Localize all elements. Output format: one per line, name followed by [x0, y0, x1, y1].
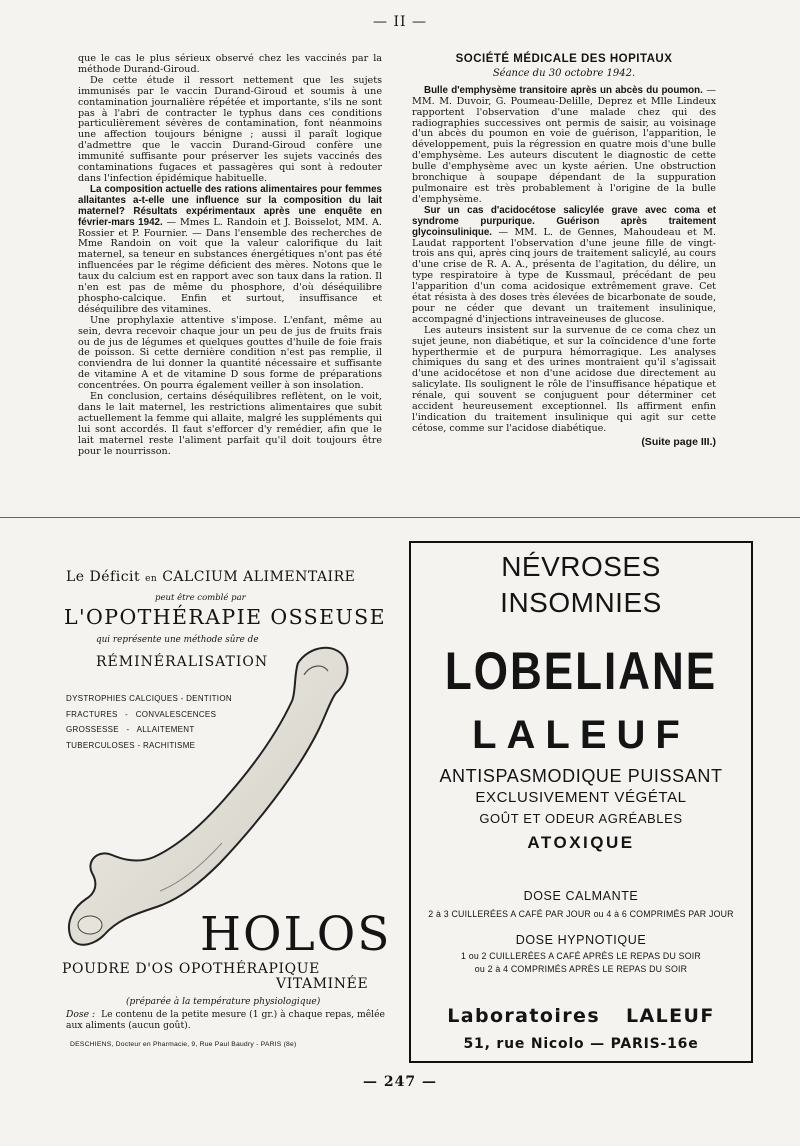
session-date: Séance du 30 octobre 1942. — [492, 67, 636, 79]
list-item: TUBERCULOSES - RACHITISME — [66, 740, 196, 750]
paragraph: que le cas le plus sérieux observé chez les vaccinés par la méthode Durand-Giroud. — [78, 53, 382, 75]
brand-holos: HOLOS — [200, 907, 392, 962]
paragraph-emphyseme — [412, 86, 716, 206]
headline-calcium: Le Déficit en CALCIUM ALIMENTAIRE — [66, 569, 356, 585]
right-article-column — [412, 54, 716, 448]
headline: INSOMNIES — [500, 587, 662, 618]
paragraph: En conclusion, certains déséquilibres reflètent, on le voit, dans le lait maternel, les restrictions alimentaires que subit actuellement la femme qui allaite, malgré les suppléments qui lui sont accordés. Il faut s'efforcer d'y remédier, afin que le lait maternel reste l'aliment parfait qu'il doit toujours être pour le nourrisson. — [78, 391, 382, 457]
article-authors: — Mmes L. Randoin et J. Boisselot, MM. A. Rossier et P. Fournier. — — [78, 216, 382, 239]
divider — [0, 517, 800, 518]
headline: NÉVROSES — [501, 551, 661, 582]
dose-text: 1 ou 2 CUILLERÉES A CAFÉ APRÈS LE REPAS DU SOIR — [460, 951, 701, 961]
claim: ATOXIQUE — [527, 833, 635, 852]
preparation-note: (préparée à la température physiologique) — [126, 997, 321, 1007]
claim: EXCLUSIVEMENT VÉGÉTAL — [475, 789, 687, 806]
page-header-roman: — II — — [373, 14, 427, 30]
laboratory-address: DESCHIENS, Docteur en Pharmacie, 9, Rue Paul Baudry - PARIS (8e) — [70, 1041, 297, 1048]
list-item: DYSTROPHIES CALCIQUES - DENTITION — [66, 694, 232, 703]
brand-laleuf: LALEUF — [472, 713, 690, 757]
article-body: Dans l'ensemble des recherches de Mme Randoin on voit que la valeur calorifique du lait maternel, sa teneur en substances énergétiques n'ont pas été influencées par le régime déficient des mères. Notons que le taux du calcium est en rapport avec son taux dans la ration. Il n'en est pas de même du phosphore, d'où déséquilibre phospho-calcique. Enfin et surtout, insuffisance et déséquilibre des vitamines. — [78, 227, 383, 315]
subline: peut être comblé par — [155, 593, 246, 603]
dose-text: ou 2 à 4 COMPRIMÉS APRÈS LE REPAS DU SOIR — [474, 964, 688, 974]
indications-list — [66, 691, 232, 753]
headline-remineralisation: RÉMINÉRALISATION — [96, 654, 269, 670]
headline-opotherapie: L'OPOTHÉRAPIE OSSEUSE — [64, 605, 386, 629]
holos-advertisement — [60, 555, 390, 1075]
paragraph-acidocetose — [412, 206, 716, 326]
claim: ANTISPASMODIQUE PUISSANT — [439, 766, 723, 786]
dose-title: DOSE HYPNOTIQUE — [515, 933, 647, 947]
laboratory-address: 51, rue Nicolo — PARIS-16e — [463, 1036, 699, 1052]
paragraph: De cette étude il ressort nettement que les sujets immunisés par le vaccin Durand-Giroud et soumis à une contamination journalière répétée et importante, s'ils ne sont pas à l'abri de contracter le typhus dans ces conditions particulièrement sévères de contamination, font néanmoins une affection toujours bénigne ; aussi il paraît logique d'admettre que le vaccin Durand-Giroud confère une immunité suffisante pour préserver les sujets vaccinés des contaminations fugaces et passagères qui sont à redouter dans l'infection épidémique habituelle. — [78, 74, 382, 184]
dose-text: 2 à 3 CUILLERÉES A CAFÉ PAR JOUR ou 4 à 6 COMPRIMÉS PAR JOUR — [428, 909, 734, 919]
list-item: FRACTURES - CONVALESCENCES — [66, 709, 217, 719]
left-article-column — [78, 54, 382, 458]
paragraph: Les auteurs insistent sur la survenue de ce coma chez un sujet jeune, non diabétique, et sur la coïncidence d'une forte hyperthermie et de purpura hémorragique. Les analyses chimiques du sang et des urines montraient qu'il s'agissait d'une acidocétose et non d'une acidose due directement au salicylate. Ils soulignent le rôle de l'insuffisance hépatique et rénale, qui souvent se conjuguent pour déterminer cet accident heureusement exceptionnel. Ils affirment enfin l'indication du traitement insulinique qui agit sur cette cétose, comme sur l'acidose diabétique. — [412, 324, 716, 434]
page-number: — 247 — — [363, 1074, 437, 1090]
product-line: POUDRE D'OS OPOTHÉRAPIQUE — [62, 961, 320, 977]
article-title: Sur un cas d'acidocétose salicylée grave avec coma et syndrome purpurique. Guérison après traitement glycoinsulinique. — [412, 204, 716, 238]
product-line: VITAMINÉE — [276, 976, 369, 992]
article-title: La composition actuelle des rations alimentaires pour femmes allaitantes a-t-elle une influence sur la composition du lait maternel? Résultats expérimentaux après une enquête en février-mars 1942. — [78, 183, 382, 228]
claim: GOÛT ET ODEUR AGRÉABLES — [479, 811, 683, 826]
section-title: SOCIÉTÉ MÉDICALE DES HOPITAUX — [455, 53, 673, 65]
lobeliane-advertisement — [409, 541, 753, 1063]
laboratory-name: Laboratoires LALEUF — [447, 1005, 715, 1027]
paragraph-randoin — [78, 185, 382, 316]
list-item: GROSSESSE - ALLAITEMENT — [66, 725, 195, 734]
continued-note: (Suite page III.) — [641, 435, 716, 448]
dosage: Dose : Le contenu de la petite mesure (1 gr.) à chaque repas, mêlée aux aliments (aucun goût). — [66, 1009, 385, 1031]
paragraph: Une prophylaxie attentive s'impose. L'enfant, même au sein, devra recevoir chaque jour un peu de jus de fruits frais ou de jus de légumes et quelques gouttes d'huile de foie frais de poisson. Si cette dernière condition n'est pas remplie, il conviendra de lui donner la quantité nécessaire et suffisante de vitamine A et de vitamine D sous forme de préparations concentrées. On pourra également veiller à son insolation. — [78, 314, 382, 392]
article-body: — MM. M. Duvoir, G. Poumeau-Delille, Deprez et Mlle Lindeux rapportent l'observation d'une malade chez qui des radiographies successives ont permis de saisir, au voisinage d'un abcès du poumon en voie de guérison, l'apparition, le développement, puis la régression en quatre mois d'une bulle d'emphysème. Les auteurs discutent le diagnostic de cette bulle d'emphysème avec un kyste aérien. Une obstruction bronchique à soupape dépendant de la suppuration pulmonaire est très probablement à l'origine de la bulle d'emphysème. — [412, 84, 716, 205]
article-body: — MM. L. de Gennes, Mahoudeau et M. Laudat rapportent l'observation d'une jeune fille de vingt-trois ans qui, après cinq jours de traitement salicylé, au cours d'une crise de R. A. A., présenta de l'agitation, du délire, un type respiratoire à type de Kussmaul, précédant de peu l'apparition d'un coma acidosique extrêmement grave. Cet état résista à des doses très élevées de bicarbonate de soude, pour ne céder que devant un traitement insulinique, accompagné d'injections intraveineuses de glucose. — [412, 226, 716, 325]
article-title: Bulle d'emphysème transitoire après un abcès du poumon. — [424, 84, 703, 96]
dose-title: DOSE CALMANTE — [523, 889, 639, 903]
subline: qui représente une méthode sûre de — [96, 635, 259, 645]
brand-lobeliane: LOBELIANE — [444, 642, 718, 701]
